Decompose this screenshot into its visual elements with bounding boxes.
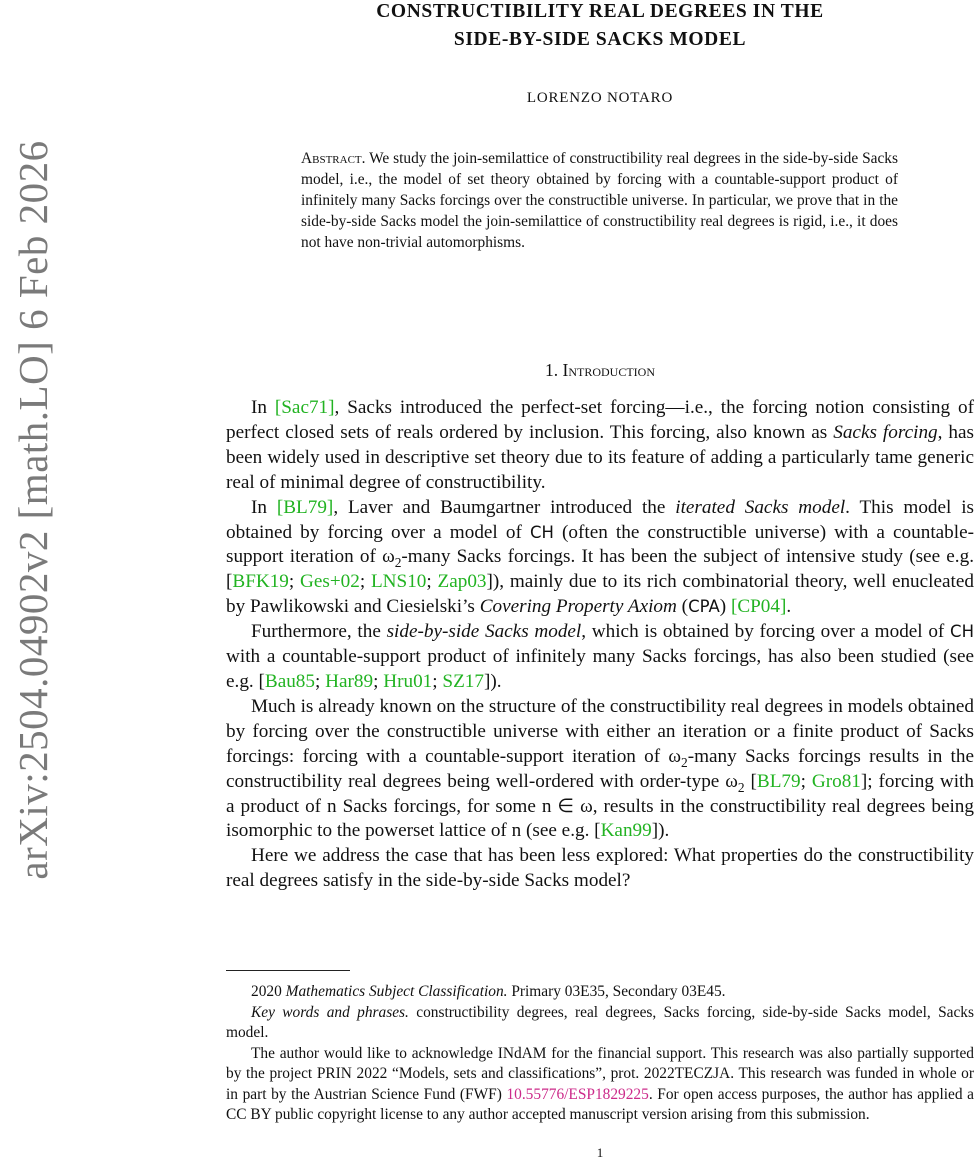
section-title: Introduction (562, 360, 655, 380)
paragraph-2 (226, 496, 974, 621)
text-run: constructibility degrees, real degrees, Sacks forcing, side-by-side Sacks model, Sacks model. (226, 1003, 974, 1041)
arxiv-sidebar (0, 0, 66, 1165)
footnote-keywords (226, 1003, 974, 1044)
text-run: ]; forcing with a product of n Sacks forcings, for some n ∈ ω, results in the constructibility real degrees being isomorphic to the powerset lattice of n (see e.g. [ (226, 770, 974, 842)
citation-gro81[interactable]: Gro81 (811, 770, 861, 792)
subscript: 2 (394, 555, 402, 571)
section-heading (226, 360, 974, 381)
citation-lns10[interactable]: LNS10 (370, 571, 427, 593)
footnotes (226, 982, 974, 1126)
separator: ; (800, 770, 812, 792)
citation-ges02[interactable]: Ges+02 (300, 571, 360, 593)
text-run: The author would like to acknowledge INdAM for the financial support. This research was also partially supported by the project PRIN 2022 “Models, sets and classifications”, prot. 2022TECZJA. This research was funded in whole or in part by the Austrian Science Fund (FWF) (226, 1044, 974, 1103)
text-run: , Laver and Baumgartner introduced the (333, 496, 676, 518)
emphasis: Mathematics Subject Classification. (285, 983, 508, 1000)
text-run: -many Sacks forcings. It has been the subject of intensive study (see e.g. [ (226, 546, 974, 593)
emphasis: Sacks forcing (833, 421, 938, 443)
citation-sac71[interactable]: [Sac71] (274, 397, 335, 418)
text-run: -many Sacks forcings results in the constructibility real degrees being well-ordered with order-type ω (226, 745, 974, 792)
citation-har89[interactable]: Har89 (325, 670, 374, 692)
separator: ; (288, 571, 300, 593)
paper-title (226, 0, 974, 54)
separator: ; (432, 670, 443, 692)
sans-term: CPA (688, 597, 720, 617)
paragraph-1 (226, 396, 974, 496)
subscript: 2 (680, 754, 688, 770)
text-run: Primary 03E35, Secondary 03E45. (507, 983, 726, 1000)
text-run: ]), mainly due to its rich combinatorial theory, well enucleated by Pawlikowski and Ciesielski’s (226, 571, 974, 618)
citation-bau85[interactable]: Bau85 (264, 670, 315, 692)
abstract-label: Abstract. (301, 150, 366, 167)
text-run: , which is obtained by forcing over a model of (581, 621, 951, 643)
citation-bfk19[interactable]: BFK19 (232, 571, 289, 593)
paragraph-3 (226, 620, 974, 695)
footnote-rule (226, 970, 350, 971)
subscript: 2 (737, 779, 745, 795)
title-line-1: CONSTRUCTIBILITY REAL DEGREES IN THE (376, 1, 824, 22)
abstract (301, 148, 898, 253)
text-run: In (251, 496, 277, 518)
emphasis: iterated Sacks model (675, 496, 846, 518)
text-run: Much is already known on the structure of the constructibility real degrees in models obtained by forcing over the constructible universe with either an iteration or a finite product of Sacks forcings: forcing with a countable-support iteration of ω (226, 695, 974, 767)
sans-term: CH (950, 622, 974, 642)
text-run: . This model is obtained by forcing over a model of (226, 496, 974, 543)
emphasis: Key words and phrases. (251, 1003, 409, 1021)
author-name: LORENZO NOTARO (526, 90, 674, 106)
text-run: ( (676, 596, 689, 618)
footnote-acknowledgement (226, 1044, 974, 1126)
citation-bl79[interactable]: BL79 (756, 770, 801, 792)
emphasis: Covering Property Axiom (479, 596, 677, 618)
paragraph-4 (226, 695, 974, 844)
text-run: with a countable-support product of infinitely many Sacks forcings, has also been studied (see e.g. [ (226, 646, 974, 692)
citation-kan99[interactable]: Kan99 (600, 820, 652, 842)
body-text (226, 396, 974, 894)
title-line-2: SIDE-BY-SIDE SACKS MODEL (453, 29, 747, 50)
citation-sz17[interactable]: SZ17 (442, 670, 484, 692)
arxiv-identifier: arXiv:2504.04902v2 [math.LO] 6 Feb 2026 (10, 140, 56, 880)
text-run: ) (719, 596, 731, 618)
text-run: In (251, 397, 275, 418)
text-run: . For open access purposes, the author has applied a CC BY public copyright license to any author accepted manuscript version arising from this submission. (226, 1085, 974, 1123)
emphasis: side-by-side Sacks model (386, 621, 582, 643)
section-number: 1. (545, 360, 559, 380)
text-run: 2020 (251, 983, 286, 1000)
paragraph-5: Here we address the case that has been less explored: What properties do the constructibility real degrees satisfy in the side-by-side Sacks model? (226, 845, 974, 892)
citation-cp04[interactable]: [CP04] (730, 596, 787, 618)
sans-term: CH (529, 522, 554, 542)
abstract-text: We study the join-semilattice of constructibility real degrees in the side-by-side Sacks model, i.e., the model of set theory obtained by forcing with a countable-support product of infinitely many Sacks forcings over the constructible universe. In particular, we prove that in the side-by-side Sacks model the join-semilattice of constructibility real degrees is rigid, i.e., it does not have non-trivial automorphisms. (301, 150, 898, 251)
footnote-msc (226, 982, 974, 1003)
text-run: Furthermore, the (251, 621, 387, 643)
text-run: ]). (484, 670, 502, 692)
citation-hru01[interactable]: Hru01 (383, 670, 433, 692)
citation-bl79[interactable]: [BL79] (276, 496, 334, 518)
text-run: ]). (651, 820, 670, 842)
separator: ; (426, 571, 438, 593)
text-run: . (786, 596, 792, 618)
text-run: (often the constructible universe) with a countable-support iteration of ω (226, 521, 975, 568)
page-number: 1 (596, 1145, 604, 1160)
text-run: , Sacks introduced the perfect-set forcing—i.e., the forcing notion consisting of perfect closed sets of reals ordered by inclusion. This forcing, also known as (226, 397, 974, 443)
separator: ; (315, 670, 326, 692)
text-run: , has been widely used in descriptive set theory due to its feature of adding a particularly tame generic real of minimal degree of constructibility. (226, 421, 975, 493)
citation-zap03[interactable]: Zap03 (437, 571, 487, 593)
text-run: [ (744, 770, 757, 792)
separator: ; (359, 571, 371, 593)
doi-link[interactable]: 10.55776/ESP1829225 (506, 1085, 649, 1103)
separator: ; (373, 670, 384, 692)
